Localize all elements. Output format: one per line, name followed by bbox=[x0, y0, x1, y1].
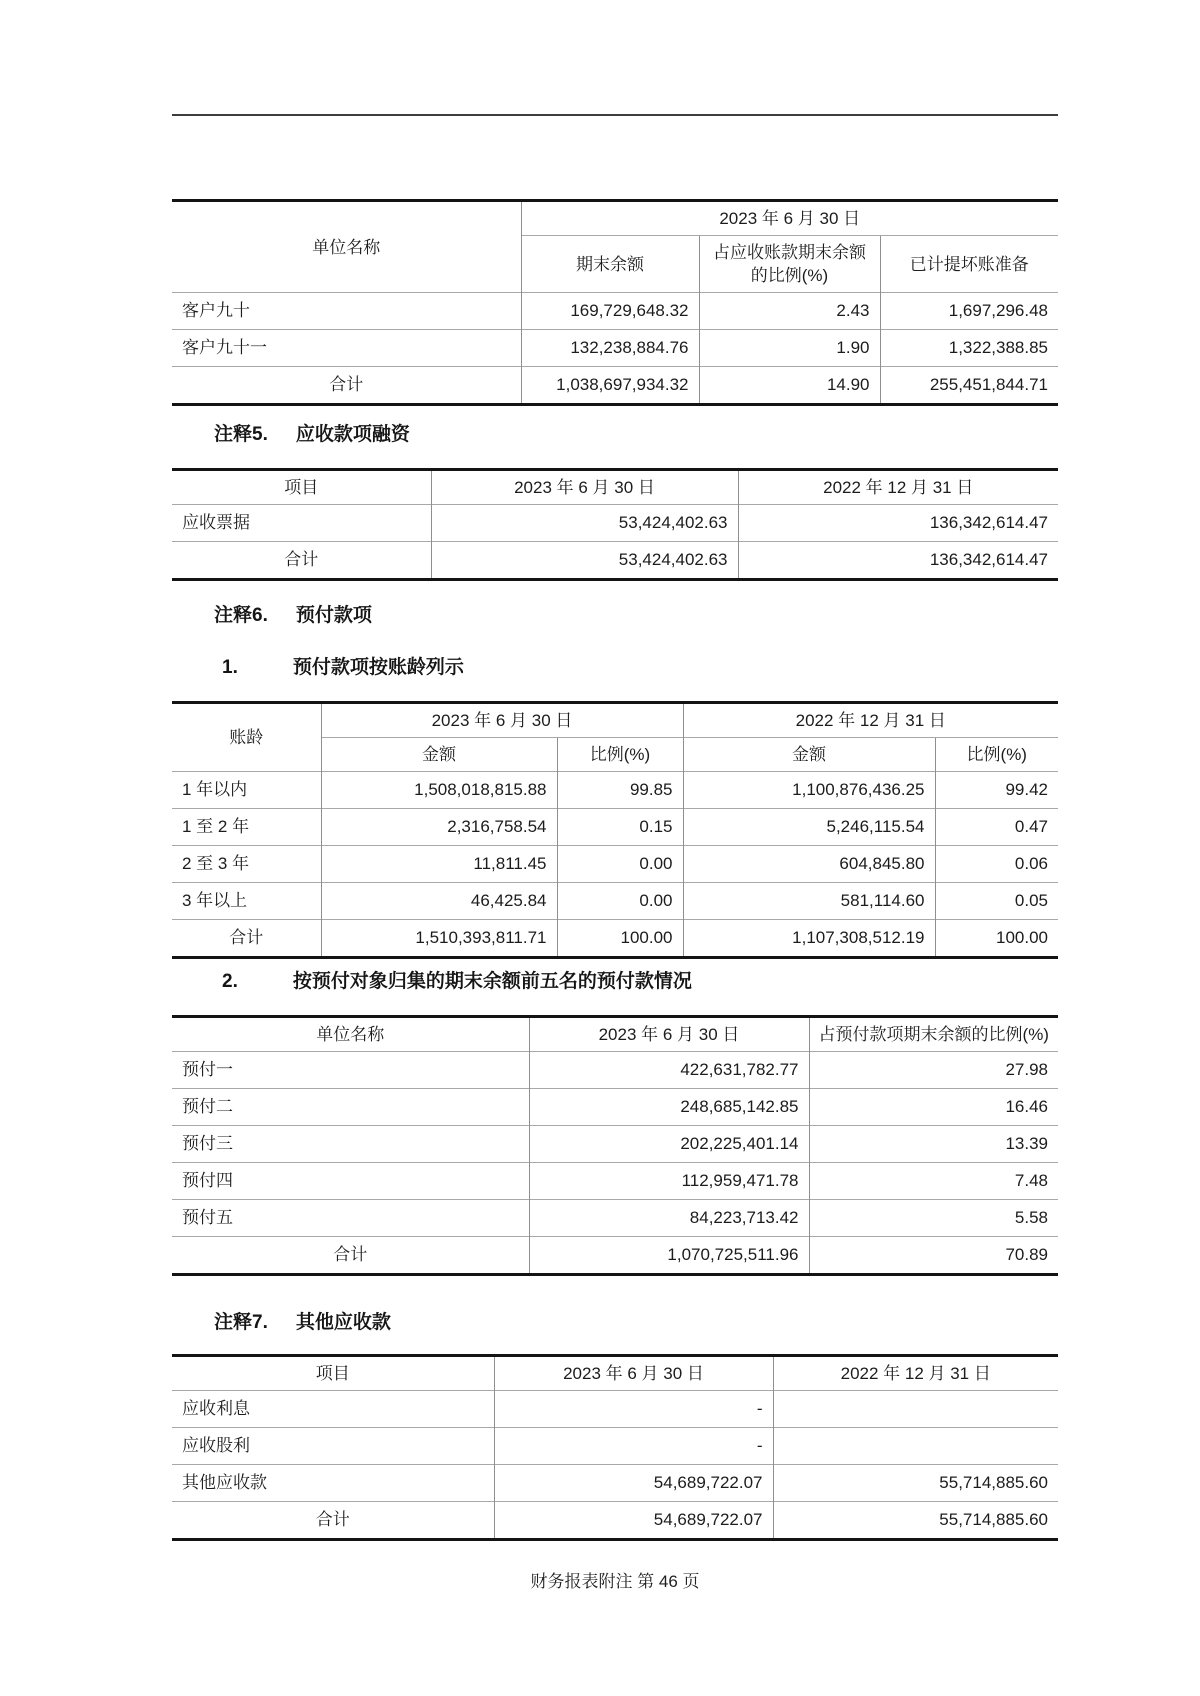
note5-heading bbox=[172, 422, 1058, 448]
ratio-2023: 0.00 bbox=[557, 883, 683, 920]
table-row bbox=[172, 1200, 1058, 1237]
table-total-row bbox=[172, 920, 1058, 958]
prepay-name: 预付一 bbox=[172, 1052, 529, 1089]
note6-heading bbox=[172, 603, 1058, 629]
col-header-date-2023: 2023 年 6 月 30 日 bbox=[529, 1017, 809, 1052]
aging-bucket: 1 年以内 bbox=[172, 772, 321, 809]
table-receivables-financing bbox=[172, 468, 1058, 581]
col-header-item: 项目 bbox=[284, 478, 319, 497]
value-2023: 53,424,402.63 bbox=[431, 505, 738, 542]
table-other-receivables bbox=[172, 1354, 1058, 1541]
amount: 422,631,782.77 bbox=[529, 1052, 809, 1089]
value-2023: - bbox=[494, 1428, 773, 1465]
col-header-date-2022: 2022 年 12 月 31 日 bbox=[683, 703, 1058, 738]
amount-2022: 5,246,115.54 bbox=[683, 809, 935, 846]
note7-number: 注释7. bbox=[214, 1312, 268, 1333]
col-header-amount-2023: 金额 bbox=[321, 738, 557, 772]
sub2-title: 按预付对象归集的期末余额前五名的预付款情况 bbox=[292, 971, 692, 992]
note5-number: 注释5. bbox=[214, 424, 268, 445]
value-2023: 54,689,722.07 bbox=[494, 1465, 773, 1502]
col-header-ratio: 占预付款项期末余额的比例(%) bbox=[809, 1017, 1058, 1052]
col-header-bad-debt-provision: 已计提坏账准备 bbox=[880, 236, 1058, 293]
total-value-2022: 55,714,885.60 bbox=[773, 1502, 1058, 1540]
bad-debt-provision: 1,322,388.85 bbox=[880, 330, 1058, 367]
table-header-row bbox=[172, 1017, 1058, 1052]
value-2022 bbox=[773, 1428, 1058, 1465]
prepay-name: 预付四 bbox=[172, 1163, 529, 1200]
col-header-ratio: 占应收账款期末余额的比例(%) bbox=[699, 236, 880, 293]
table-total-row bbox=[172, 1502, 1058, 1540]
table-row bbox=[172, 1391, 1058, 1428]
table-row bbox=[172, 772, 1058, 809]
amount-2023: 2,316,758.54 bbox=[321, 809, 557, 846]
table-row bbox=[172, 883, 1058, 920]
total-amount: 1,070,725,511.96 bbox=[529, 1237, 809, 1275]
amount-2023: 11,811.45 bbox=[321, 846, 557, 883]
total-amount-2022: 1,107,308,512.19 bbox=[683, 920, 935, 958]
sub1-number: 1. bbox=[222, 657, 238, 678]
table-row bbox=[172, 1052, 1058, 1089]
prepay-name: 预付三 bbox=[172, 1126, 529, 1163]
amount-2022: 1,100,876,436.25 bbox=[683, 772, 935, 809]
total-ratio: 14.90 bbox=[699, 367, 880, 405]
total-ending-balance: 1,038,697,934.32 bbox=[521, 367, 699, 405]
note6-sub2-heading bbox=[172, 969, 1058, 995]
total-amount-2023: 1,510,393,811.71 bbox=[321, 920, 557, 958]
total-ratio: 70.89 bbox=[809, 1237, 1058, 1275]
customer-name: 客户九十一 bbox=[172, 330, 521, 367]
item-name: 应收利息 bbox=[172, 1391, 494, 1428]
table-header-row bbox=[172, 1356, 1058, 1391]
value-2022: 136,342,614.47 bbox=[738, 505, 1058, 542]
value-2022: 55,714,885.60 bbox=[773, 1465, 1058, 1502]
amount-2023: 1,508,018,815.88 bbox=[321, 772, 557, 809]
ratio: 1.90 bbox=[699, 330, 880, 367]
value-2022 bbox=[773, 1391, 1058, 1428]
col-header-date-2022: 2022 年 12 月 31 日 bbox=[738, 470, 1058, 505]
amount: 248,685,142.85 bbox=[529, 1089, 809, 1126]
amount: 202,225,401.14 bbox=[529, 1126, 809, 1163]
table-total-row bbox=[172, 542, 1058, 580]
note5-title: 应收款项融资 bbox=[295, 424, 410, 445]
ratio: 27.98 bbox=[809, 1052, 1058, 1089]
col-header-unit-name: 单位名称 bbox=[312, 237, 381, 257]
col-header-date-2023: 2023 年 6 月 30 日 bbox=[521, 201, 1058, 236]
total-label: 合计 bbox=[172, 367, 521, 405]
ratio-2022: 0.05 bbox=[935, 883, 1058, 920]
table-prepayments-aging bbox=[172, 701, 1058, 959]
amount-2023: 46,425.84 bbox=[321, 883, 557, 920]
note6-title: 预付款项 bbox=[295, 605, 372, 626]
ratio-2022: 99.42 bbox=[935, 772, 1058, 809]
ratio-2023: 99.85 bbox=[557, 772, 683, 809]
total-bad-debt-provision: 255,451,844.71 bbox=[880, 367, 1058, 405]
prepay-name: 预付五 bbox=[172, 1200, 529, 1237]
table-row bbox=[172, 330, 1058, 367]
table-ar-top-customers bbox=[172, 199, 1058, 406]
col-header-unit-name: 单位名称 bbox=[316, 1025, 385, 1044]
ratio: 13.39 bbox=[809, 1126, 1058, 1163]
ratio-2022: 0.47 bbox=[935, 809, 1058, 846]
col-header-date-2023: 2023 年 6 月 30 日 bbox=[494, 1356, 773, 1391]
total-label: 合计 bbox=[172, 542, 431, 580]
sub2-number: 2. bbox=[222, 971, 238, 992]
col-header-aging: 账龄 bbox=[229, 728, 264, 747]
item-name: 应收股利 bbox=[172, 1428, 494, 1465]
table-prepayments-top5 bbox=[172, 1015, 1058, 1276]
sub1-title: 预付款项按账龄列示 bbox=[292, 657, 464, 678]
total-value-2023: 54,689,722.07 bbox=[494, 1502, 773, 1540]
ratio: 16.46 bbox=[809, 1089, 1058, 1126]
col-header-date-2022: 2022 年 12 月 31 日 bbox=[773, 1356, 1058, 1391]
page-footer: 财务报表附注 第 46 页 bbox=[530, 1572, 700, 1591]
table-row bbox=[172, 1126, 1058, 1163]
aging-bucket: 1 至 2 年 bbox=[172, 809, 321, 846]
value-2023: - bbox=[494, 1391, 773, 1428]
note7-heading bbox=[172, 1310, 1058, 1336]
table-header-row bbox=[172, 703, 1058, 738]
amount: 112,959,471.78 bbox=[529, 1163, 809, 1200]
table-header-row bbox=[172, 470, 1058, 505]
note7-title: 其他应收款 bbox=[295, 1312, 391, 1333]
aging-bucket: 2 至 3 年 bbox=[172, 846, 321, 883]
table-header-row bbox=[172, 201, 1058, 236]
amount-2022: 604,845.80 bbox=[683, 846, 935, 883]
table-row bbox=[172, 1163, 1058, 1200]
total-label: 合计 bbox=[172, 1502, 494, 1540]
bad-debt-provision: 1,697,296.48 bbox=[880, 293, 1058, 330]
table-row bbox=[172, 293, 1058, 330]
table-row bbox=[172, 1089, 1058, 1126]
col-header-ratio-2022: 比例(%) bbox=[935, 738, 1058, 772]
customer-name: 客户九十 bbox=[172, 293, 521, 330]
table-total-row bbox=[172, 1237, 1058, 1275]
col-header-date-2023: 2023 年 6 月 30 日 bbox=[321, 703, 683, 738]
table-row bbox=[172, 505, 1058, 542]
page-header-rule bbox=[172, 114, 1058, 116]
table-row bbox=[172, 1428, 1058, 1465]
total-value-2022: 136,342,614.47 bbox=[738, 542, 1058, 580]
amount: 84,223,713.42 bbox=[529, 1200, 809, 1237]
ratio: 7.48 bbox=[809, 1163, 1058, 1200]
col-header-amount-2022: 金额 bbox=[683, 738, 935, 772]
item-name: 应收票据 bbox=[172, 505, 431, 542]
ending-balance: 132,238,884.76 bbox=[521, 330, 699, 367]
col-header-ratio-2023: 比例(%) bbox=[557, 738, 683, 772]
ratio-2022: 0.06 bbox=[935, 846, 1058, 883]
prepay-name: 预付二 bbox=[172, 1089, 529, 1126]
note6-number: 注释6. bbox=[214, 605, 268, 626]
page-content bbox=[172, 114, 1058, 1592]
note6-sub1-heading bbox=[172, 655, 1058, 681]
col-header-item: 项目 bbox=[315, 1364, 350, 1383]
ending-balance: 169,729,648.32 bbox=[521, 293, 699, 330]
total-label: 合计 bbox=[172, 920, 321, 958]
table-row bbox=[172, 1465, 1058, 1502]
ratio-2023: 0.15 bbox=[557, 809, 683, 846]
aging-bucket: 3 年以上 bbox=[172, 883, 321, 920]
table-total-row bbox=[172, 367, 1058, 405]
total-value-2023: 53,424,402.63 bbox=[431, 542, 738, 580]
item-name: 其他应收款 bbox=[172, 1465, 494, 1502]
col-header-ending-balance: 期末余额 bbox=[521, 236, 699, 293]
total-ratio-2022: 100.00 bbox=[935, 920, 1058, 958]
table-row bbox=[172, 809, 1058, 846]
col-header-date-2023: 2023 年 6 月 30 日 bbox=[431, 470, 738, 505]
ratio: 2.43 bbox=[699, 293, 880, 330]
ratio-2023: 0.00 bbox=[557, 846, 683, 883]
amount-2022: 581,114.60 bbox=[683, 883, 935, 920]
total-label: 合计 bbox=[172, 1237, 529, 1275]
ratio: 5.58 bbox=[809, 1200, 1058, 1237]
table-row bbox=[172, 846, 1058, 883]
total-ratio-2023: 100.00 bbox=[557, 920, 683, 958]
